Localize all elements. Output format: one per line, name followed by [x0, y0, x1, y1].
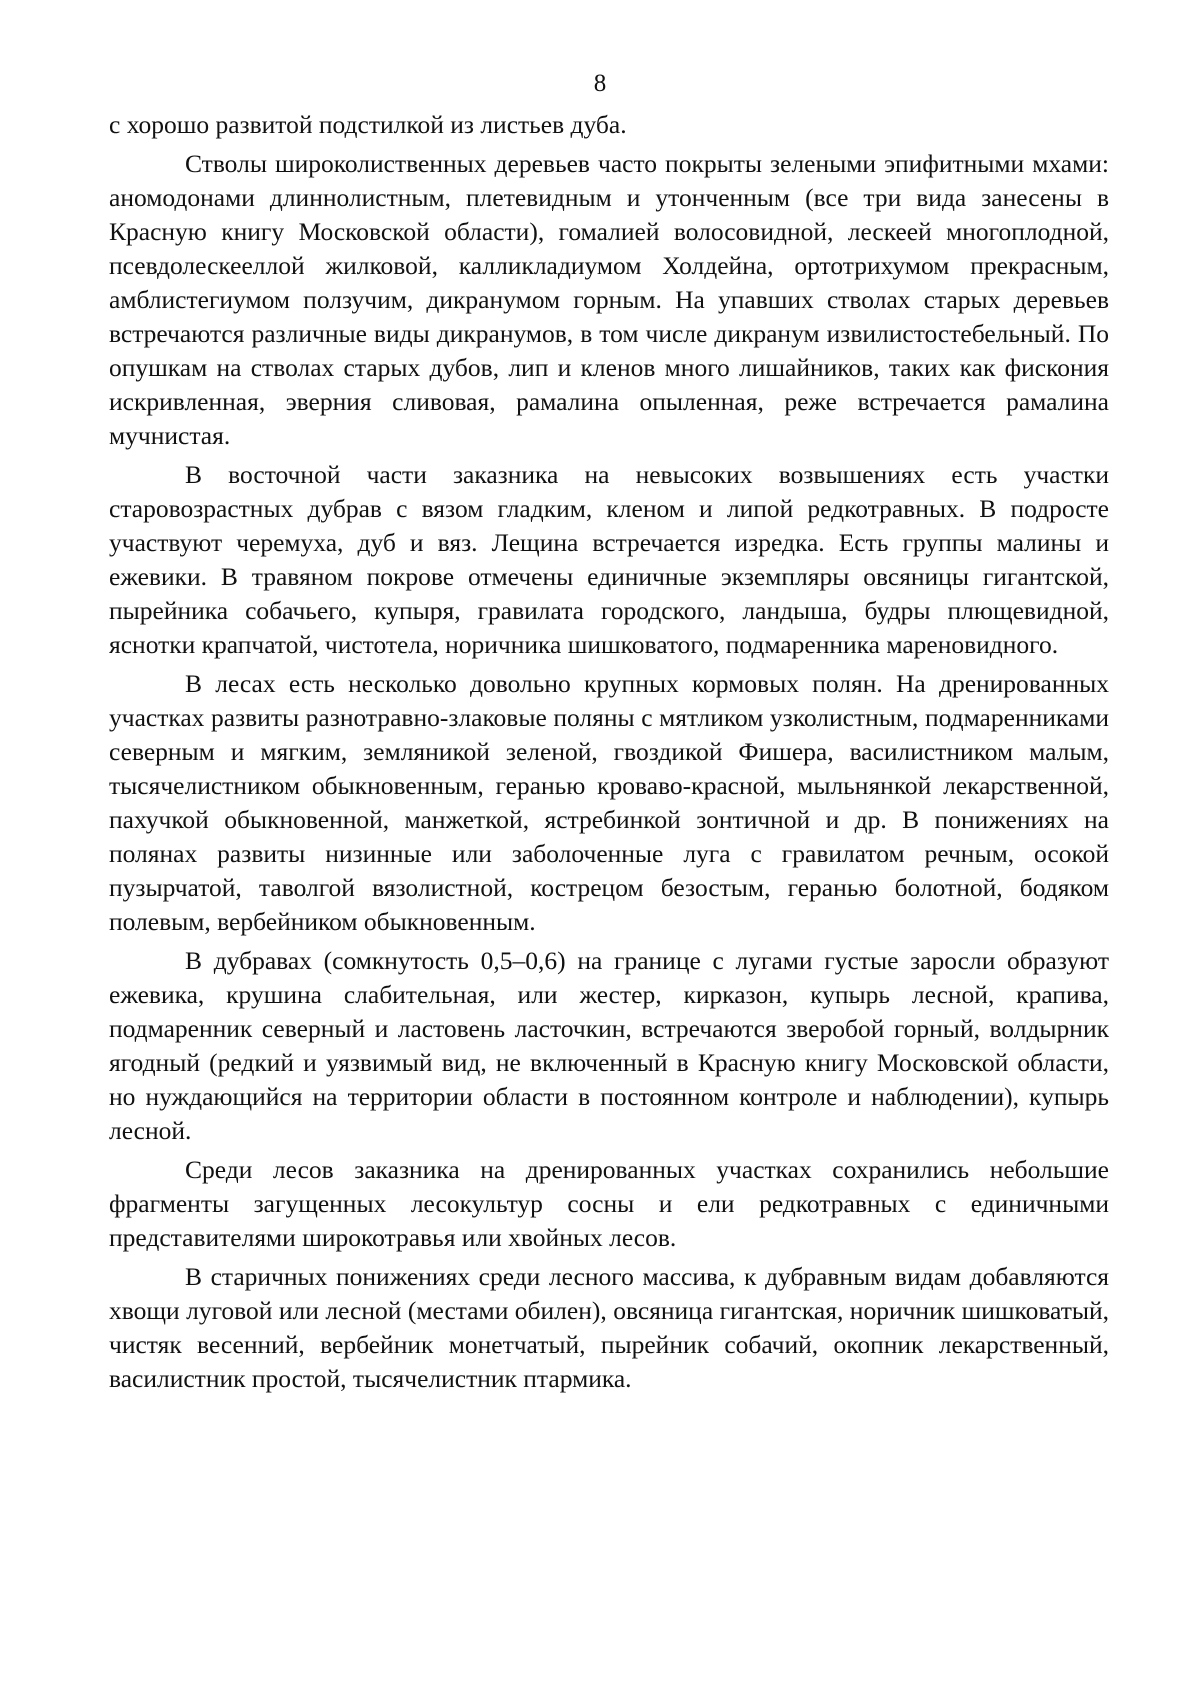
body-text [109, 108, 1109, 1401]
paragraph-oxbow-depressions: В старичных понижениях среди лесного массива, к дубравным видам добавляются хвощи луговой или лесной (местами обилен), овсяница гигантская, норичник шишковатый, чистяк весенний, вербейник монетчатый, пырейник собачий, окопник лекарственный, василистник простой, тысячелистник птармика. [109, 1262, 1109, 1393]
paragraph-pine-spruce: Среди лесов заказника на дренированных участках сохранились небольшие фрагменты загущенных лесокультур сосны и ели редкотравных с единичными представителями широкотравья или хвойных лесов. [109, 1155, 1109, 1252]
paragraph-continuation: с хорошо развитой подстилкой из листьев дуба. [109, 110, 627, 139]
paragraph-epiphytes: Стволы широколиственных деревьев часто покрыты зелеными эпифитными мхами: аномодонами длиннолистным, плетевидным и утонченным (все три вида занесены в Красную книгу Московской области), гомалией волосовидной, лескеей многоплодной, псевдолескееллой жилковой, калликладиумом Холдейна, ортотрихумом прекрасным, амблистегиумом ползучим, дикранумом горным. На упавших стволах старых деревьев встречаются различные виды дикранумов, в том числе дикранум извилистостебельный. По опушкам на стволах старых дубов, лип и кленов много лишайников, таких как фискония искривленная, эверния сливовая, рамалина опыленная, реже встречается рамалина мучнистая. [109, 149, 1109, 450]
page-number: 8 [593, 70, 607, 97]
paragraph-eastern-part: В восточной части заказника на невысоких возвышениях есть участки старовозрастных дубрав с вязом гладким, кленом и липой редкотравных. В подросте участвуют черемуха, дуб и вяз. Лещина встречается изредка. Есть группы малины и ежевики. В травяном покрове отмечены единичные экземпляры овсяницы гигантской, пырейника собачьего, купыря, гравилата городского, ландыша, будры плющевидной, яснотки крапчатой, чистотела, норичника шишковатого, подмаренника мареновидного. [109, 460, 1109, 659]
paragraph-oak-forests: В дубравах (сомкнутость 0,5–0,6) на границе с лугами густые заросли образуют ежевика, крушина слабительная, или жестер, кирказон, купырь лесной, крапива, подмаренник северный и ластовень ласточкин, встречаются зверобой горный, волдырник ягодный (редкий и уязвимый вид, не включенный в Красную книгу Московской области, но нуждающийся на территории области в постоянном контроле и наблюдении), купырь лесной. [109, 946, 1109, 1145]
paragraph-meadows: В лесах есть несколько довольно крупных кормовых полян. На дренированных участках развиты разнотравно-злаковые поляны с мятликом узколистным, подмаренниками северным и мягким, земляникой зеленой, гвоздикой Фишера, василистником малым, тысячелистником обыкновенным, геранью кроваво-красной, мыльнянкой лекарственной, пахучкой обыкновенной, манжеткой, ястребинкой зонтичной и др. В понижениях на полянах развиты низинные или заболоченные луга с гравилатом речным, осокой пузырчатой, таволгой вязолистной, кострецом безостым, геранью болотной, бодяком полевым, вербейником обыкновенным. [109, 669, 1109, 936]
